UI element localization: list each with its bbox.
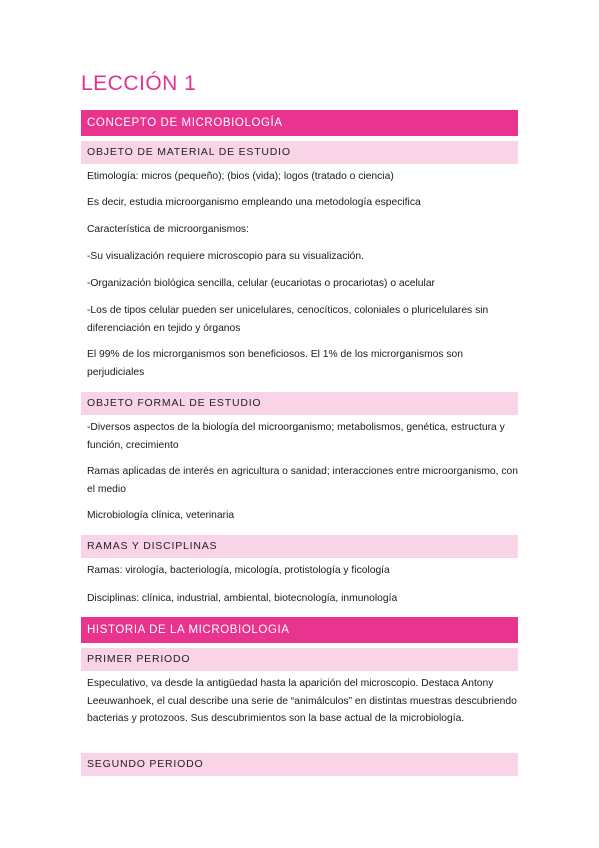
paragraph: Etimología: micros (pequeño); (bios (vida); logos (tratado o ciencia) [87, 171, 394, 182]
paragraph: Característica de microorganismos: [87, 224, 249, 235]
paragraph: Especulativo, va desde la antigüedad hasta la aparición del microscopio. Destaca Antony Leeuwanhoek, el cual describe una serie de “animálculos” en distintas muestras descubriendo bacterias y protozoos. Sus descubrimientos son la base actual de la microbiología. [87, 678, 517, 724]
paragraph: -Organización biológica sencilla, celular (eucariotas o procariotas) o acelular [87, 278, 435, 289]
paragraph: Microbiología clínica, veterinaria [87, 510, 235, 521]
paragraph: Ramas aplicadas de interés en agricultura o sanidad; interacciones entre microorganismo, con el medio [87, 466, 518, 495]
subsection-heading-objeto-material: OBJETO DE MATERIAL DE ESTUDIO [81, 141, 518, 164]
subsection-heading-objeto-formal: OBJETO FORMAL DE ESTUDIO [81, 392, 518, 415]
paragraph: -Diversos aspectos de la biología del microorganismo; metabolismos, genética, estructura y función, crecimiento [87, 422, 505, 451]
section-heading-concepto: CONCEPTO DE MICROBIOLOGÍA [81, 110, 518, 136]
paragraph: -Los de tipos celular pueden ser unicelulares, cenocíticos, coloniales o pluricelulares sin diferenciación en tejido y órganos [87, 305, 489, 334]
page-title: LECCIÓN 1 [81, 72, 197, 95]
paragraph: El 99% de los microrganismos son beneficiosos. El 1% de los microrganismos son perjudiciales [87, 349, 464, 378]
paragraph: Es decir, estudia microorganismo empleando una metodología especifica [87, 197, 421, 208]
paragraph: -Su visualización requiere microscopio para su visualización. [87, 251, 365, 262]
section-heading-historia: HISTORIA DE LA MICROBIOLOGIA [81, 617, 518, 643]
subsection-heading-primer-periodo: PRIMER PERIODO [81, 648, 518, 671]
paragraph: Ramas: virología, bacteriología, micología, protistología y ficología [87, 565, 390, 576]
subsection-heading-ramas: RAMAS Y DISCIPLINAS [81, 535, 518, 558]
paragraph: Disciplinas: clínica, industrial, ambiental, biotecnología, inmunología [87, 593, 398, 604]
subsection-heading-segundo-periodo: SEGUNDO PERIODO [81, 753, 518, 776]
